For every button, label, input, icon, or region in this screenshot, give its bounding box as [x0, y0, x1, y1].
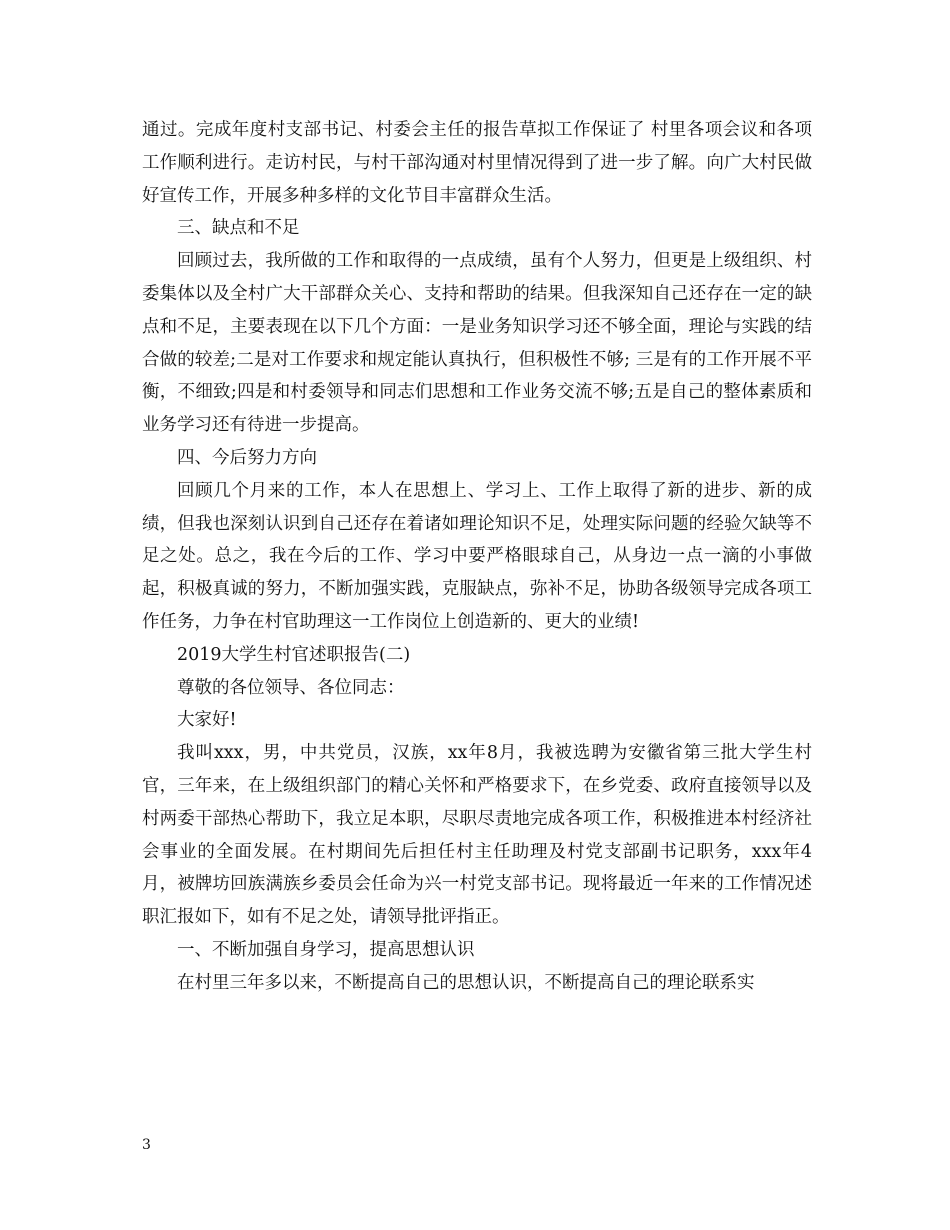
report-title-two: 2019大学生村官述职报告(二): [177, 644, 411, 665]
section-heading-self-study: 一、不断加强自身学习，提高思想认识: [177, 939, 475, 960]
section-heading-shortcomings: 三、缺点和不足: [177, 218, 300, 239]
salutation: 尊敬的各位领导、各位同志：: [177, 677, 405, 698]
paragraph-continuation: 通过。完成年度村支部书记、村委会主任的报告草拟工作保证了 村里各项会议和各项工作顺利进行。走访村民，与村干部沟通对村里情况得到了进一步了解。向广大村民做好宣传工作，开展多种多样的文化节目丰富群众生活。: [142, 120, 812, 206]
paragraph-future-direction: 回顾几个月来的工作，本人在思想上、学习上、工作上取得了新的进步、新的成绩，但我也深刻认识到自己还存在着诸如理论知识不足，处理实际问题的经验欠缺等不足之处。总之，我在今后的工作、学习中要严格眼球自己，从身边一点一滴的小事做起，积极真诚的努力，不断加强实践，克服缺点，弥补不足，协助各级领导完成各项工作任务，力争在村官助理这一工作岗位上创造新的、更大的业绩!: [142, 480, 812, 632]
document-body: [142, 114, 812, 1000]
paragraph-self-study: 在村里三年多以来，不断提高自己的思想认识，不断提高自己的理论联系实: [177, 972, 755, 993]
greeting: 大家好!: [177, 710, 237, 731]
section-heading-future-direction: 四、今后努力方向: [177, 447, 317, 468]
paragraph-introduction: 我叫xxx，男，中共党员，汉族，xx年8月，我被选聘为安徽省第三批大学生村官，三年来，在上级组织部门的精心关怀和严格要求下，在乡党委、政府直接领导以及村两委干部热心帮助下，我立足本职，尽职尽责地完成各项工作，积极推进本村经济社会事业的全面发展。在村期间先后担任村主任助理及村党支部副书记职务，xxx年4月，被牌坊回族满族乡委员会任命为兴一村党支部书记。现将最近一年来的工作情况述职汇报如下，如有不足之处，请领导批评指正。: [142, 743, 812, 928]
paragraph-shortcomings: 回顾过去，我所做的工作和取得的一点成绩，虽有个人努力，但更是上级组织、村委集体以及全村广大干部群众关心、支持和帮助的结果。但我深知自己还存在一定的缺点和不足，主要表现在以下几个方面：一是业务知识学习还不够全面，理论与实践的结合做的较差;二是对工作要求和规定能认真执行，但积极性不够; 三是有的工作开展不平衡，不细致;四是和村委领导和同志们思想和工作业务交流不够;五是自己的整体素质和业务学习还有待进一步提高。: [142, 251, 812, 436]
page-number: 3: [142, 1137, 151, 1153]
